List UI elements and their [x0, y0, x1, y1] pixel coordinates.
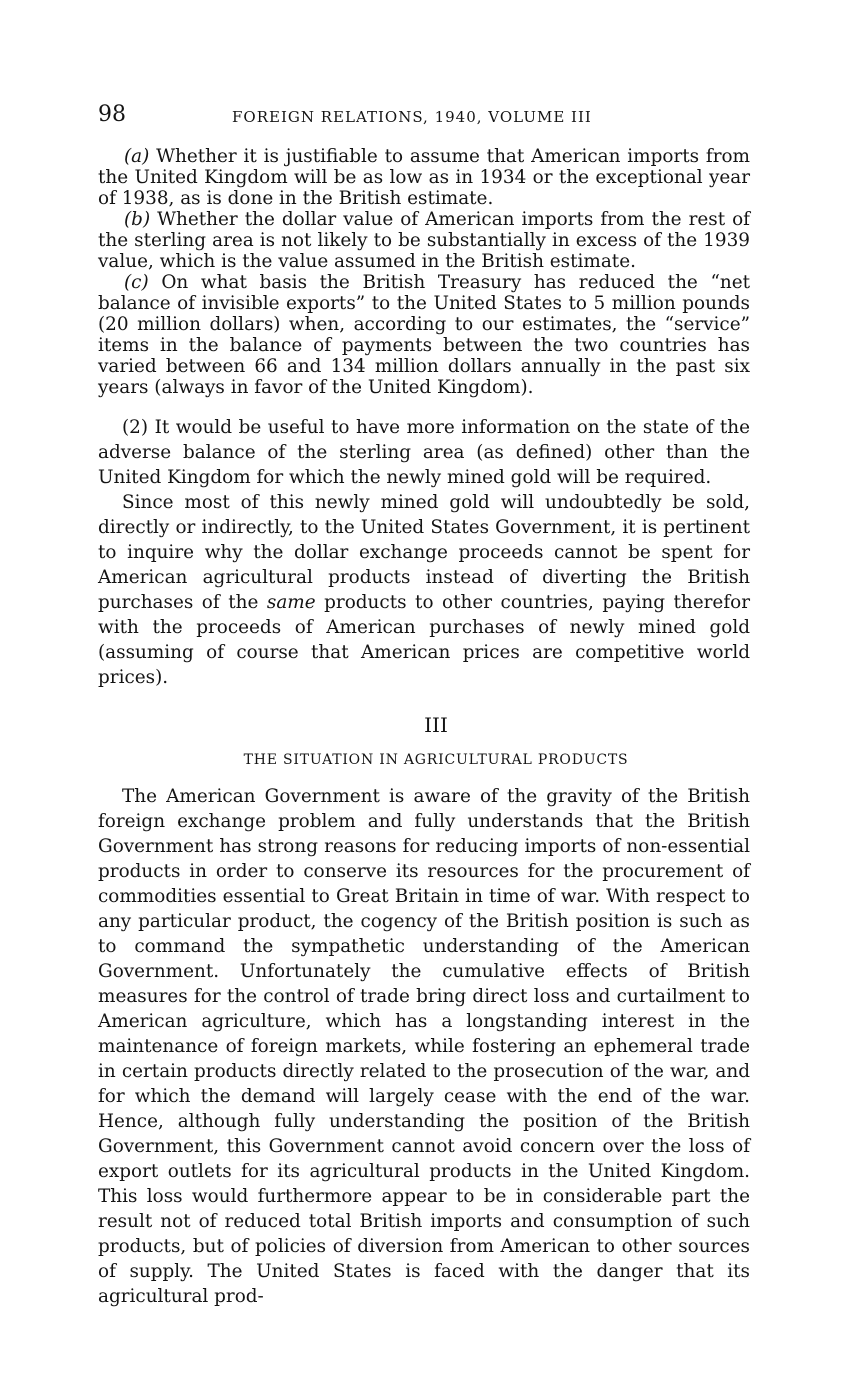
main-text-block — [98, 415, 750, 690]
paragraph-2: (2) It would be useful to have more information on the state of the adverse balance of the sterling area (as defined) other than the United Kingdom for which the newly mined gold will be required. — [98, 417, 750, 488]
item-b-label: (b) — [124, 209, 151, 230]
item-a-text: Whether it is justifiable to assume that American imports from the United Kingdom will be as low as in 1934 or the exceptional year of 1938, as is done in the British estimate. — [98, 146, 750, 209]
paragraph-gold-before: Since most of this newly mined gold will undoubtedly be sold, directly or indirectly, to the United States Government, it is pertinent to inquire why the dollar exchange proceeds cannot be spent for American agricultural products instead of diverting the British purchases of the — [98, 492, 750, 613]
running-head — [98, 100, 750, 134]
item-b-paragraph — [98, 209, 750, 272]
running-head-title: FOREIGN RELATIONS, 1940, VOLUME III — [232, 108, 592, 126]
document-page — [98, 100, 750, 1309]
item-a-paragraph — [98, 146, 750, 209]
item-a-label: (a) — [124, 146, 150, 167]
item-c-paragraph — [98, 272, 750, 398]
page-number: 98 — [98, 102, 126, 127]
paragraph-gold — [98, 490, 750, 690]
item-c-label: (c) — [124, 272, 149, 293]
section-body — [98, 784, 750, 1309]
paragraph-gold-emphasis: same — [266, 592, 316, 613]
body-paragraph: The American Government is aware of the gravity of the British foreign exchange problem and fully understands that the British Government has strong reasons for reducing imports of non-essential products in order to conserve its resources for the procurement of commodities essential to Great Britain in time of war. With respect to any particular product, the cogency of the British position is such as to command the sympathetic understanding of the American Government. Unfortunately the cumulative effects of British measures for the control of trade bring direct loss and curtailment to American agriculture, which has a longstanding interest in the maintenance of foreign markets, while fostering an ephemeral trade in certain products directly related to the prosecution of the war, and for which the demand will largely cease with the end of the war. Hence, although fully understanding the position of the British Government, this Government cannot avoid concern over the loss of export outlets for its agricultural products in the United Kingdom. This loss would furthermore appear to be in considerable part the result not of reduced total British imports and consumption of such products, but of policies of diversion from American to other sources of supply. The United States is faced with the danger that its agricultural prod- — [98, 786, 750, 1307]
reduced-type-block — [98, 146, 750, 398]
paragraph-gold-after: products to other countries, paying therefor with the proceeds of American purchases of newly mined gold (assuming of course that American prices are competitive world prices). — [98, 592, 750, 688]
item-c-text: On what basis the British Treasury has reduced the “net balance of invisible exports” to the United States to 5 million pounds (20 million dollars) when, according to our estimates, the “service” items in the balance of payments between the two countries has varied between 66 and 134 million dollars annually in the past six years (always in favor of the United Kingdom). — [98, 272, 750, 398]
section-title: THE SITUATION IN AGRICULTURAL PRODUCTS — [243, 752, 629, 768]
section-numeral: III — [424, 713, 448, 737]
item-b-text: Whether the dollar value of American imports from the rest of the sterling area is not likely to be substantially in excess of the 1939 value, which is the value assumed in the British estimate. — [98, 209, 750, 272]
